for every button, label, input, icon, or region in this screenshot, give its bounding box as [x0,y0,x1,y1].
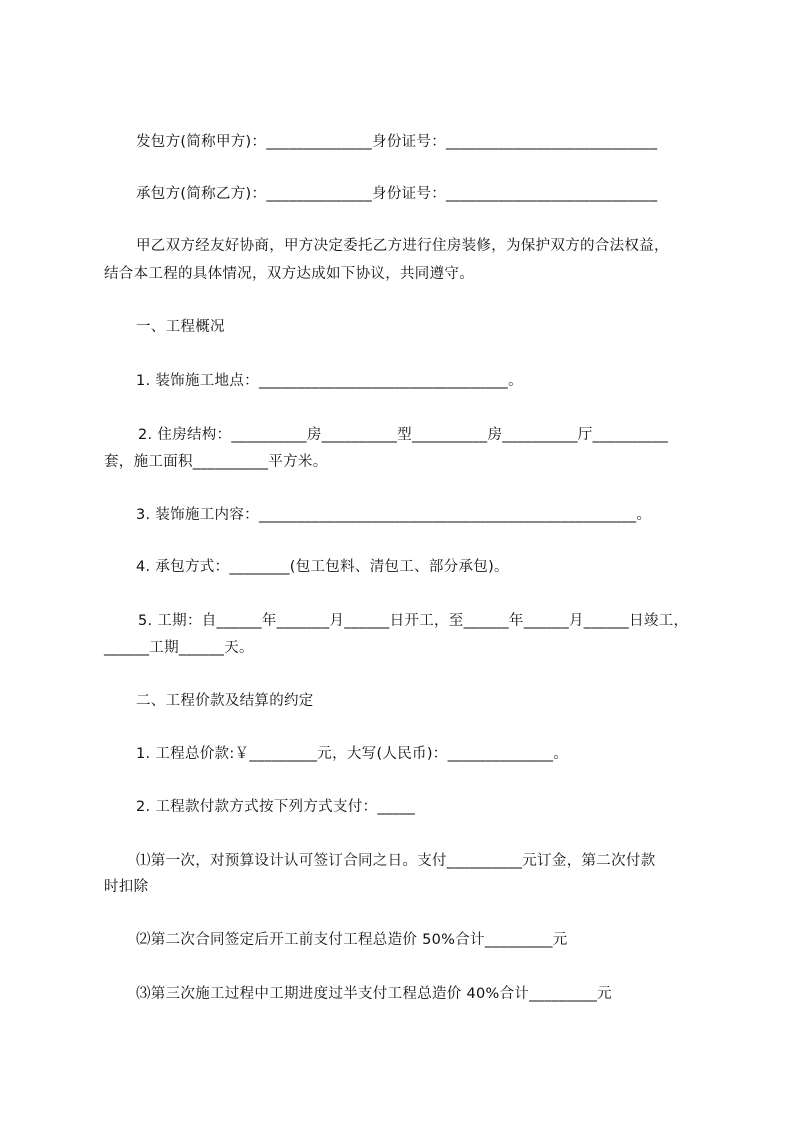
intro-line-2: 结合本工程的具体情况，双方达成如下协议，共同遵守。 [104,266,474,282]
party-b-line: 承包方(简称乙方)：______________身份证号：____________________________ [136,186,658,202]
item-1-5-line-2: ______工期______天。 [104,640,254,656]
payment-3: ⑶第三次施工过程中工期进度过半支付工程总造价 40%合计_________元 [136,986,612,1002]
section-1-heading: 一、工程概况 [136,319,225,335]
payment-1-line-1: ⑴第一次，对预算设计认可签订合同之日。支付__________元订金，第二次付款 [136,853,656,869]
payment-1-line-2: 时扣除 [104,879,149,895]
item-1-1: 1. 装饰施工地点：_________________________________。 [136,373,523,389]
item-1-3: 3. 装饰施工内容：__________________________________________________。 [136,507,652,523]
item-2-2: 2. 工程款付款方式按下列方式支付：_____ [136,799,416,815]
item-1-2-line-1: 2. 住房结构：__________房__________型__________房__________厅__________ [138,427,669,443]
item-1-2-line-2: 套，施工面积__________平方米。 [104,454,328,470]
payment-2: ⑵第二次合同签定后开工前支付工程总造价 50%合计_________元 [136,932,568,948]
party-a-line: 发包方(简称甲方)：______________身份证号：____________________________ [136,134,658,150]
intro-line-1: 甲乙双方经友好协商，甲方决定委托乙方进行住房装修，为保护双方的合法权益， [136,238,669,254]
item-1-5-line-1: 5. 工期：自______年_______月______日开工，至______年______月______日竣工， [138,613,689,629]
item-2-1: 1. 工程总价款:￥_________元，大写(人民币)：______________。 [136,746,569,762]
section-2-heading: 二、工程价款及结算的约定 [136,693,314,709]
item-1-4: 4. 承包方式：________(包工包料、清包工、部分承包)。 [136,559,509,575]
